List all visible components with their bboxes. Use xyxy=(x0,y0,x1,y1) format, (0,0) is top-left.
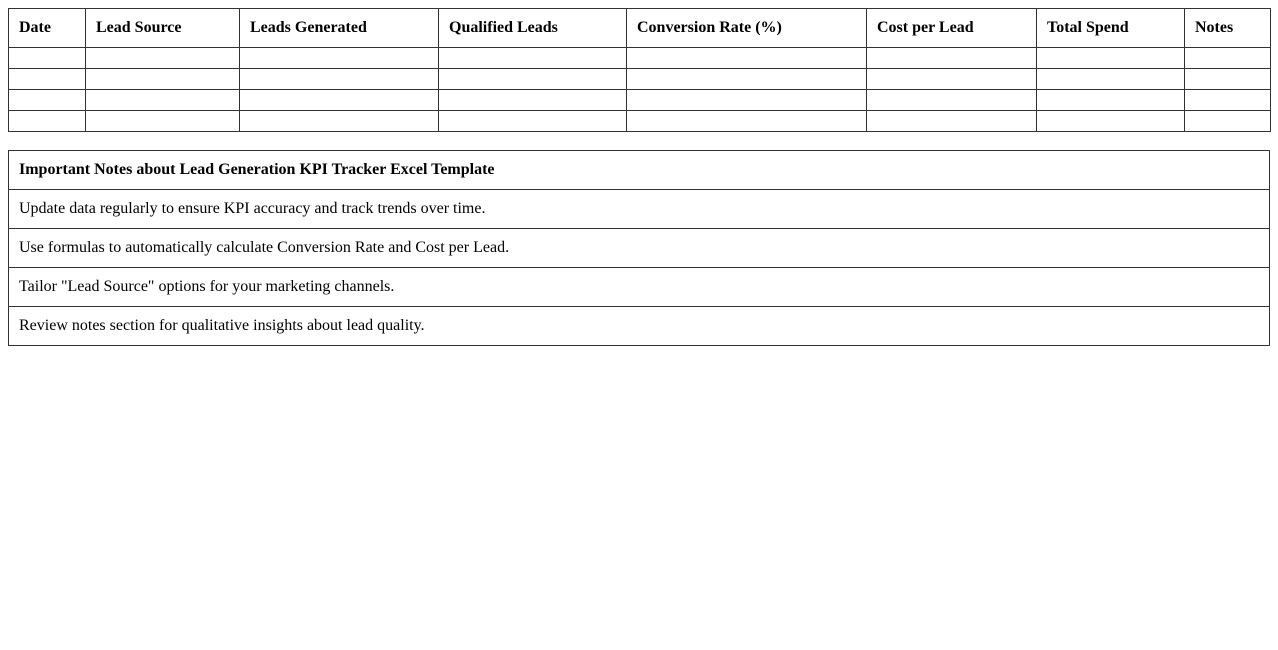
table-row xyxy=(9,111,1271,132)
table-cell-total-spend[interactable] xyxy=(1037,48,1185,69)
table-cell-lead-source[interactable] xyxy=(86,111,240,132)
table-cell-leads-generated[interactable] xyxy=(240,111,439,132)
table-cell-conversion-rate[interactable] xyxy=(627,111,867,132)
document xyxy=(8,8,1270,346)
column-header-date: Date xyxy=(9,9,86,48)
table-cell-leads-generated[interactable] xyxy=(240,48,439,69)
table-cell-date[interactable] xyxy=(9,69,86,90)
table-cell-total-spend[interactable] xyxy=(1037,69,1185,90)
column-header-notes: Notes xyxy=(1185,9,1271,48)
table-cell-qualified-leads[interactable] xyxy=(439,48,627,69)
table-cell-conversion-rate[interactable] xyxy=(627,48,867,69)
table-cell-total-spend[interactable] xyxy=(1037,90,1185,111)
important-notes-table xyxy=(8,150,1270,346)
table-cell-qualified-leads[interactable] xyxy=(439,111,627,132)
table-cell-conversion-rate[interactable] xyxy=(627,69,867,90)
list-item xyxy=(9,307,1270,346)
table-row xyxy=(9,48,1271,69)
note-text: Tailor "Lead Source" options for your marketing channels. xyxy=(9,268,1270,307)
table-cell-total-spend[interactable] xyxy=(1037,111,1185,132)
table-cell-date[interactable] xyxy=(9,111,86,132)
table-cell-date[interactable] xyxy=(9,48,86,69)
notes-heading: Important Notes about Lead Generation KPI Tracker Excel Template xyxy=(9,151,1270,190)
list-item xyxy=(9,190,1270,229)
kpi-tracker-table xyxy=(8,8,1271,132)
table-cell-lead-source[interactable] xyxy=(86,90,240,111)
table-cell-notes[interactable] xyxy=(1185,90,1271,111)
notes-heading-row xyxy=(9,151,1270,190)
note-text: Review notes section for qualitative insights about lead quality. xyxy=(9,307,1270,346)
note-text: Use formulas to automatically calculate Conversion Rate and Cost per Lead. xyxy=(9,229,1270,268)
table-cell-notes[interactable] xyxy=(1185,111,1271,132)
table-cell-cost-per-lead[interactable] xyxy=(867,111,1037,132)
table-cell-date[interactable] xyxy=(9,90,86,111)
table-cell-leads-generated[interactable] xyxy=(240,90,439,111)
column-header-cost-per-lead: Cost per Lead xyxy=(867,9,1037,48)
list-item xyxy=(9,229,1270,268)
table-cell-lead-source[interactable] xyxy=(86,48,240,69)
table-cell-cost-per-lead[interactable] xyxy=(867,90,1037,111)
table-cell-notes[interactable] xyxy=(1185,69,1271,90)
table-cell-lead-source[interactable] xyxy=(86,69,240,90)
list-item xyxy=(9,268,1270,307)
table-cell-qualified-leads[interactable] xyxy=(439,90,627,111)
table-row xyxy=(9,69,1271,90)
column-header-total-spend: Total Spend xyxy=(1037,9,1185,48)
table-cell-qualified-leads[interactable] xyxy=(439,69,627,90)
column-header-qualified-leads: Qualified Leads xyxy=(439,9,627,48)
table-row xyxy=(9,90,1271,111)
table-cell-cost-per-lead[interactable] xyxy=(867,69,1037,90)
note-text: Update data regularly to ensure KPI accuracy and track trends over time. xyxy=(9,190,1270,229)
table-header-row xyxy=(9,9,1271,48)
column-header-conversion-rate: Conversion Rate (%) xyxy=(627,9,867,48)
table-cell-notes[interactable] xyxy=(1185,48,1271,69)
table-cell-cost-per-lead[interactable] xyxy=(867,48,1037,69)
table-cell-conversion-rate[interactable] xyxy=(627,90,867,111)
column-header-lead-source: Lead Source xyxy=(86,9,240,48)
column-header-leads-generated: Leads Generated xyxy=(240,9,439,48)
table-cell-leads-generated[interactable] xyxy=(240,69,439,90)
